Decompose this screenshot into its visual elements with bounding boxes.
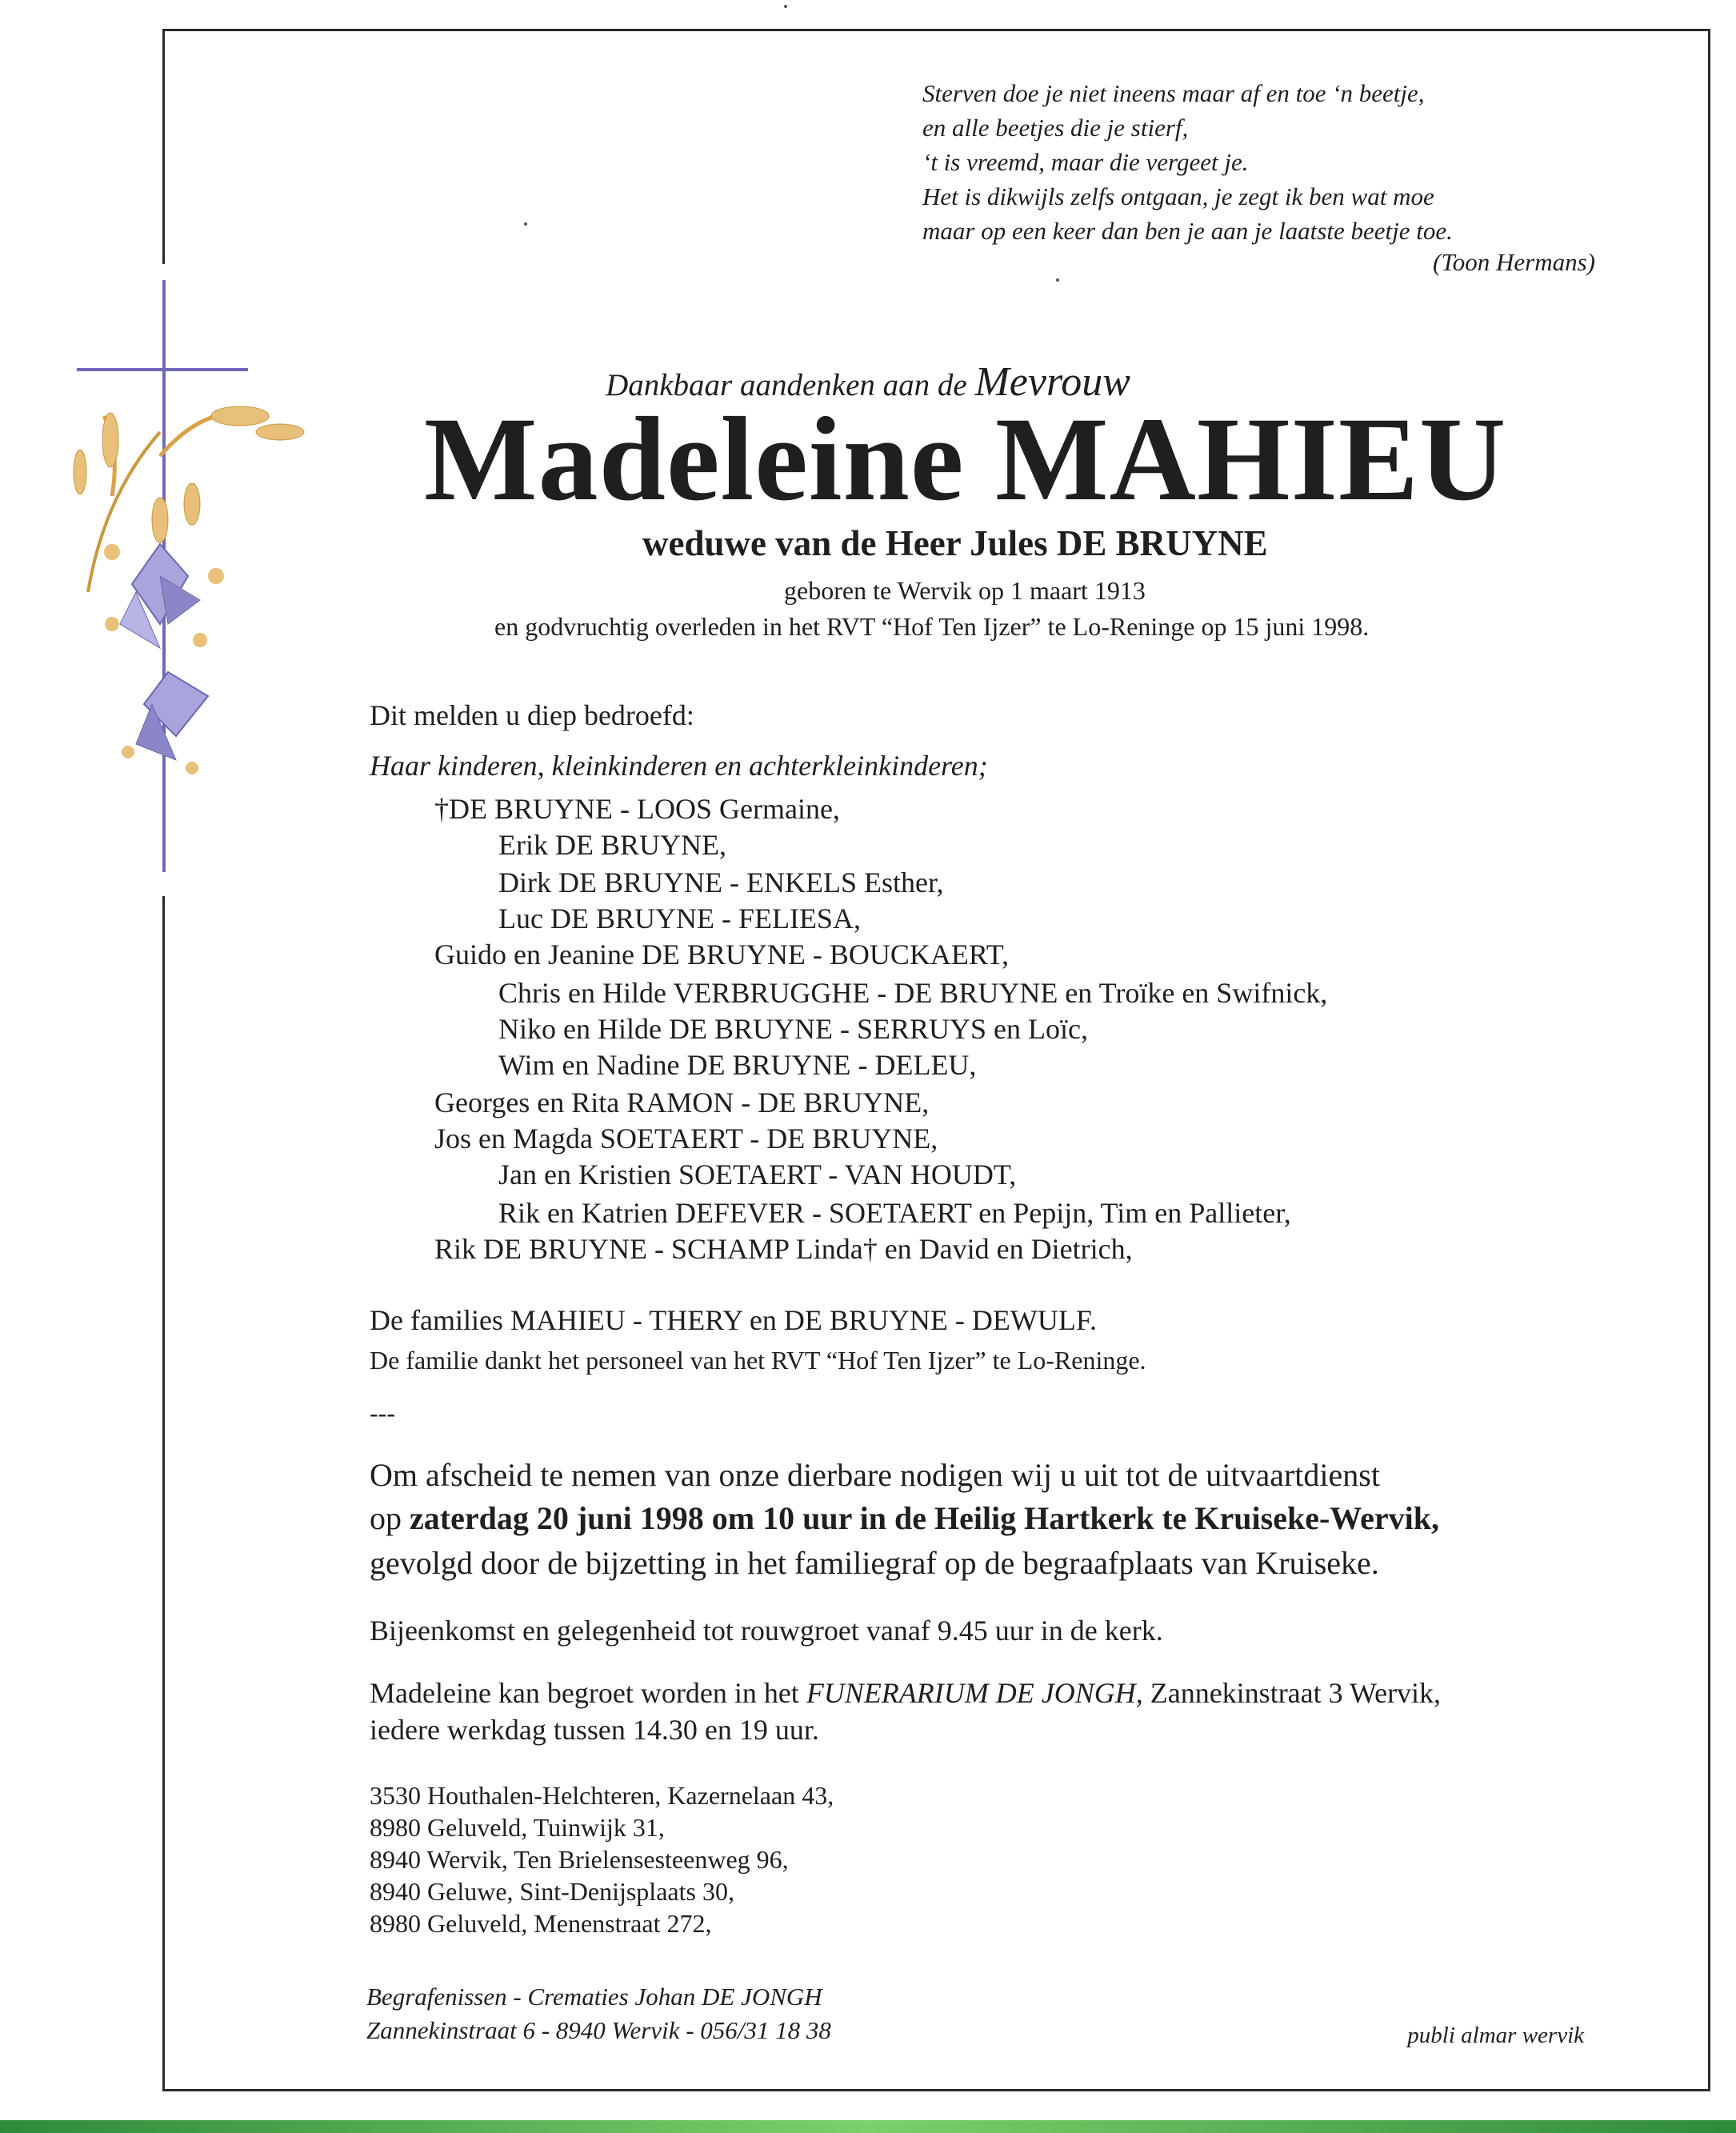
address-line: 8980 Geluveld, Menenstraat 272, (370, 1909, 712, 1938)
scan-speck (784, 5, 787, 8)
visitation-line (370, 1675, 1441, 1711)
poem-line: Het is dikwijls zelfs ontgaan, je zegt ik ben wat moe (922, 182, 1434, 210)
address-line: 8980 Geluveld, Tuinwijk 31, (370, 1813, 665, 1842)
memorial-text: Dankbaar aandenken aan de (606, 368, 967, 402)
poem-line: ‘t is vreemd, maar die vergeet je. (922, 148, 1249, 176)
family-member: Niko en Hilde DE BRUYNE - SERRUYS en Loïc, (498, 1013, 1088, 1045)
family-member: Guido en Jeanine DE BRUYNE - BOUCKAERT, (434, 938, 1010, 970)
memorial-title: Mevrouw (974, 359, 1130, 405)
visitation-hours: iedere werkdag tussen 14.30 en 19 uur. (370, 1714, 819, 1746)
family-member: Georges en Rita RAMON - DE BRUYNE, (434, 1087, 930, 1119)
gathering-line: Bijeenkomst en gelegenheid tot rouwgroet vanaf 9.45 uur in de kerk. (370, 1615, 1163, 1647)
burial-line: gevolgd door de bijzetting in het familiegraf op de begraafplaats van Kruiseke. (370, 1545, 1379, 1581)
family-member: Luc DE BRUYNE - FELIESA, (498, 902, 861, 934)
family-member: Jan en Kristien SOETAERT - VAN HOUDT, (498, 1159, 1017, 1191)
visitation-address: Zannekinstraat 3 Wervik, (1150, 1677, 1442, 1709)
funeral-home: FUNERARIUM DE JONGH, (806, 1677, 1143, 1709)
service-line: Om afscheid te nemen van onze dierbare nodigen wij u uit tot de uitvaartdienst (370, 1457, 1380, 1493)
address-line: 3530 Houthalen-Helchteren, Kazernelaan 43, (370, 1781, 834, 1810)
service-prefix: op (370, 1500, 410, 1536)
death-line: en godvruchtig overleden in het RVT “Hof Ten Ijzer” te Lo-Reninge op 15 juni 1998. (494, 612, 1370, 641)
family-member: †DE BRUYNE - LOOS Germaine, (434, 793, 840, 825)
poem-line: Sterven doe je niet ineens maar af en toe ‘n beetje, (922, 79, 1425, 107)
family-member: Chris en Hilde VERBRUGGHE - DE BRUYNE en Troïke en Swifnick, (498, 977, 1328, 1009)
families-line: De families MAHIEU - THERY en DE BRUYNE - DEWULF. (370, 1304, 1097, 1336)
scan-speck (1056, 278, 1059, 282)
poem-author: (Toon Hermans) (1433, 248, 1595, 276)
undertaker-name: Begrafenissen - Crematies Johan DE JONGH (366, 1983, 822, 2011)
poem-line: maar op een keer dan ben je aan je laatste beetje toe. (922, 217, 1453, 245)
thanks-line: De familie dankt het personeel van het RVT “Hof Ten Ijzer” te Lo-Reninge. (370, 1346, 1146, 1375)
announcement: Dit melden u diep bedroefd: (370, 699, 694, 731)
service-date-line (370, 1501, 1439, 1536)
undertaker-address: Zannekinstraat 6 - 8940 Wervik - 056/31 18 38 (366, 2016, 831, 2044)
separator: --- (370, 1399, 395, 1427)
address-line: 8940 Geluwe, Sint-Denijsplaats 30, (370, 1877, 734, 1906)
birth-line: geboren te Wervik op 1 maart 1913 (784, 576, 1146, 605)
scan-speck (524, 222, 527, 226)
service-date: zaterdag 20 juni 1998 om 10 uur in de Heilig Hartkerk te Kruiseke-Wervik, (410, 1500, 1439, 1536)
wheat-flower-decoration (56, 384, 344, 816)
poem-line: en alle beetjes die je stierf, (922, 114, 1189, 142)
family-member: Erik DE BRUYNE, (498, 829, 726, 861)
family-intro: Haar kinderen, kleinkinderen en achterkleinkinderen; (370, 750, 988, 782)
visitation-prefix: Madeleine kan begroet worden in het (370, 1677, 799, 1709)
family-member: Rik DE BRUYNE - SCHAMP Linda† en David en Dietrich, (434, 1233, 1133, 1265)
family-member: Rik en Katrien DEFEVER - SOETAERT en Pepijn, Tim en Pallieter, (498, 1197, 1291, 1229)
widow-line: weduwe van de Heer Jules DE BRUYNE (642, 523, 1268, 563)
family-member: Dirk DE BRUYNE - ENKELS Esther, (498, 866, 944, 898)
deceased-name: Madeleine MAHIEU (424, 393, 1507, 526)
printer-credit: publi almar wervik (1407, 2023, 1584, 2048)
family-member: Jos en Magda SOETAERT - DE BRUYNE, (434, 1123, 938, 1155)
family-member: Wim en Nadine DE BRUYNE - DELEU, (498, 1049, 977, 1081)
scan-edge-stripe (0, 2120, 1736, 2133)
address-line: 8940 Wervik, Ten Brielensesteenweg 96, (370, 1845, 789, 1874)
